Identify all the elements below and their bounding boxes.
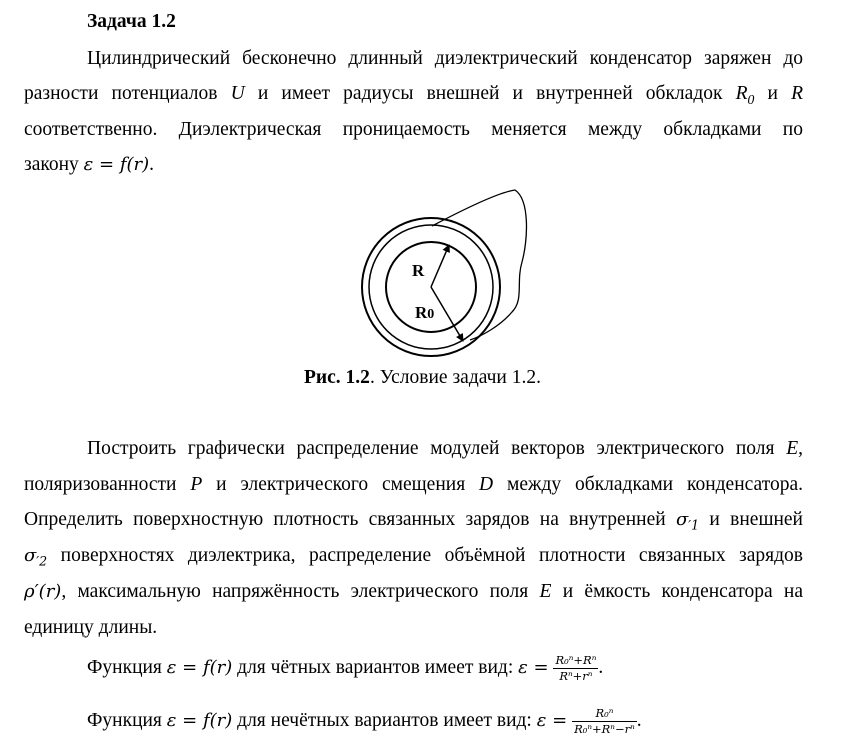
odd-fraction: $\frac{\text{R₀ⁿ}}{\text{R₀ⁿ+Rⁿ−rⁿ}}$ xyxy=(574,706,635,737)
paragraph-2-line-4: $\sigma_{'2}$ поверхностях диэлектрика, распределение объёмной плотности связанных зарядов xyxy=(24,545,803,569)
paragraph-1-line-3: соответственно. Диэлектрическая проницаемость меняется между обкладками по xyxy=(24,119,803,140)
dielectric-boundary-curve xyxy=(432,190,526,340)
radius-arrow-R0 xyxy=(431,287,463,341)
formula-odd: Функция ε = f(r) для нечётных вариантов имеет вид: ε = $\frac{\text{R₀ⁿ}}{\text{R₀ⁿ+Rⁿ−rⁿ}}$ . xyxy=(87,706,642,737)
label-R: R xyxy=(412,261,425,280)
radius-arrow-R xyxy=(431,245,449,287)
paragraph-2-line-5: ρ′(r), максимальную напряжённость электрического поля E и ёмкость конденсатора на xyxy=(24,581,803,602)
label-R0: R0 xyxy=(415,303,435,322)
paragraph-2-line-2: поляризованности P и электрического смещения D между обкладками конденсатора. xyxy=(24,474,803,495)
epsilon-formula: ε = f(r) xyxy=(83,154,150,175)
paragraph-1-line-1: Цилиндрический бесконечно длинный диэлектрический конденсатор заряжен до xyxy=(87,48,803,69)
formula-even: Функция ε = f(r) для чётных вариантов имеет вид: ε = $\frac{\text{R₀ⁿ+Rⁿ}}{\text{Rⁿ+rⁿ}}$ . xyxy=(87,653,604,684)
paragraph-1-line-2: разности потенциалов U и имеет радиусы внешней и внутренней обкладок $R_0$ и R xyxy=(24,83,803,107)
paragraph-2-line-1: Построить графически распределение модулей векторов электрического поля E, xyxy=(87,438,803,459)
figure-caption: Рис. 1.2. Условие задачи 1.2. xyxy=(304,367,541,388)
even-fraction: $\frac{\text{R₀ⁿ+Rⁿ}}{\text{Rⁿ+rⁿ}}$ xyxy=(555,653,597,684)
paragraph-1-line-4: закону ε = f(r). xyxy=(24,154,155,175)
paragraph-2-line-6: единицу длины. xyxy=(24,617,158,638)
problem-title: Задача 1.2 xyxy=(87,11,176,32)
paragraph-2-line-3: Определить поверхностную плотность связанных зарядов на внутренней $\sigma_{'1}$ и внешней xyxy=(24,509,803,533)
